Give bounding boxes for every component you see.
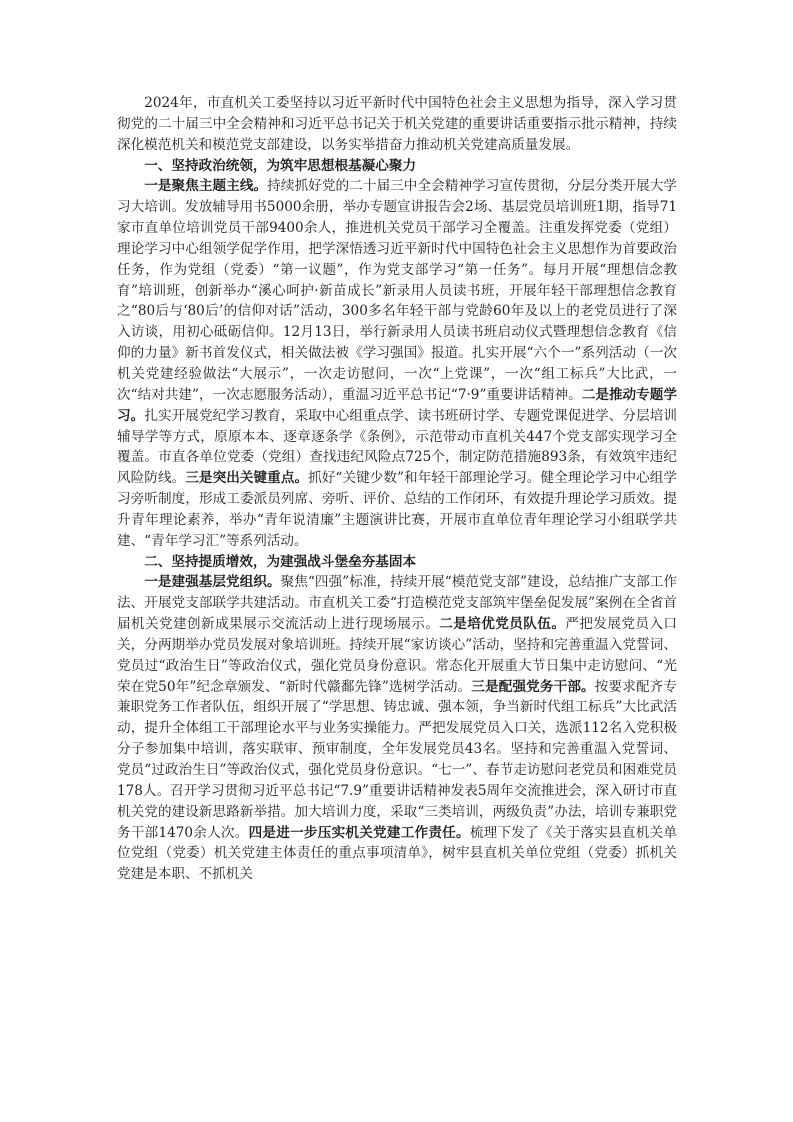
section-2-text-1: 聚焦“四强”标准，持续开展“模范党支部”建设，总结推广支部工作法、开展党支部联学共建活动。市直机关工委“打造模范党支部筑牢堡垒促发展”案例在全省首届机关党建创新成果展示交流活动上进行现场展示。 bbox=[117, 574, 678, 633]
section-2-lead-2: 二是培优党员队伍。 bbox=[439, 616, 566, 633]
section-2-heading: 二、坚持提质增效，为建强战斗堡垒夯基固本 bbox=[144, 553, 417, 570]
section-1-text-2: 扎实开展党纪学习教育，采取中心组重点学、读书班研讨学、专题党课促进学、分层培训辅导学等方式，原原本本、逐章逐条学《条例》，示范带动市直机关447个党支部实现学习全覆盖。市直各单位党委（党组）查找违纪风险点725个，制定防范措施893条，有效筑牢违纪风险防线。 bbox=[117, 407, 678, 487]
section-2-lead-1: 一是建强基层党组织。 bbox=[144, 574, 281, 591]
section-2-lead-3: 三是配强党务干部。 bbox=[471, 678, 595, 695]
section-2-text-2: 严把发展党员入口关，分两期举办党员发展对象培训班。持续开展“家访谈心”活动，坚持和完善重温入党誓词、党员过“政治生日”等政治仪式，强化党员身份意识。常态化开展重大节日集中走访慰问、“光荣在党50年”纪念章颁发、“新时代赣鄱先锋”选树学活动。 bbox=[117, 616, 678, 695]
section-1-lead-3: 三是突出关键重点。 bbox=[185, 470, 309, 487]
section-1-heading: 一、坚持政治统领，为筑牢思想根基凝心聚力 bbox=[144, 157, 417, 174]
section-1-lead-1: 一是聚焦主题主线。 bbox=[144, 178, 268, 195]
section-1-paragraph bbox=[117, 176, 677, 551]
section-2-text-3: 按要求配齐专兼职党务工作者队伍，组织开展了“学思想、铸忠诚、强本领，争当新时代组工标兵”大比武活动，提升全体组工干部理论水平与业务实操能力。严把发展党员入口关，选派112名入党积极分子参加集中培训，落实联审、预审制度，全年发展党员43名。坚持和完善重温入党誓词、党员“过政治生日”等政治仪式，强化党员身份意识。“七一”、春节走访慰问老党员和困难党员178人。召开学习贯彻习近平总书记“7.9”重要讲话精神发表5周年交流推进会，深入研讨市直机关党的建设新思路新举措。加大培训力度，采取“三类培训，两级负责”办法，培训专兼职党务干部1470余人次。 bbox=[117, 678, 678, 841]
section-2-text-4: 梳理下发了《关于落实县直机关单位党组（党委）机关党建主体责任的重点事项清单》，树牢县直机关单位党组（党委）抓机关党建是本职、不抓机关 bbox=[117, 824, 677, 883]
section-2-lead-4: 四是进一步压实机关党建工作责任。 bbox=[248, 824, 470, 841]
section-2-paragraph bbox=[117, 572, 677, 885]
intro-paragraph: 2024年，市直机关工委坚持以习近平新时代中国特色社会主义思想为指导，深入学习贯彻党的二十届三中全会精神和习近平总书记关于机关党建的重要讲话重要指示批示精神，持续深化模范机关和模范党支部建设，以务实举措奋力推动机关党建高质量发展。 bbox=[117, 95, 677, 153]
section-1-lead-2: 二是推动专题学习。 bbox=[117, 386, 677, 424]
section-1-text-3: 抓好“关键少数”和年轻干部理论学习。健全理论学习中心组学习旁听制度，形成工委派员列席、旁听、评价、总结的工作闭环，有效提升理论学习质效。提升青年理论素养，举办“青年说清廉”主题演讲比赛，开展市直单位青年理论学习小组联学共建、“青年学习汇”等系列活动。 bbox=[117, 470, 678, 549]
document-page bbox=[117, 93, 677, 885]
section-1-text-1: 持续抓好党的二十届三中全会精神学习宣传贯彻，分层分类开展大学习大培训。发放辅导用书5000余册，举办专题宣讲报告会2场、基层党员培训班1期，指导71家市直单位培训党员干部9400余人，推进机关党员干部学习全覆盖。注重发挥党委（党组）理论学习中心组领学促学作用，把学深悟透习近平新时代中国特色社会主义思想作为首要政治任务，作为党组（党委）“第一议题”，作为党支部学习“第一任务”。每月开展“理想信念教育”培训班，创新举办“溪心呵护·新苗成长”新录用人员读书班，开展年轻干部理想信念教育之“80后与‘80后’的信仰对话”活动，300多名年轻干部与党龄60年及以上的老党员进行了深入访谈，用初心砥砺信仰。12月13日，举行新录用人员读书班启动仪式暨理想信念教育《信仰的力量》新书首发仪式，相关做法被《学习强国》报道。扎实开展“六个一”系列活动（一次机关党建经验做法“大展示”，一次走访慰问，一次“上党课”，一次“组工标兵”大比武，一次“结对共建”，一次志愿服务活动），重温习近平总书记“7·9”重要讲话精神。 bbox=[117, 178, 678, 403]
